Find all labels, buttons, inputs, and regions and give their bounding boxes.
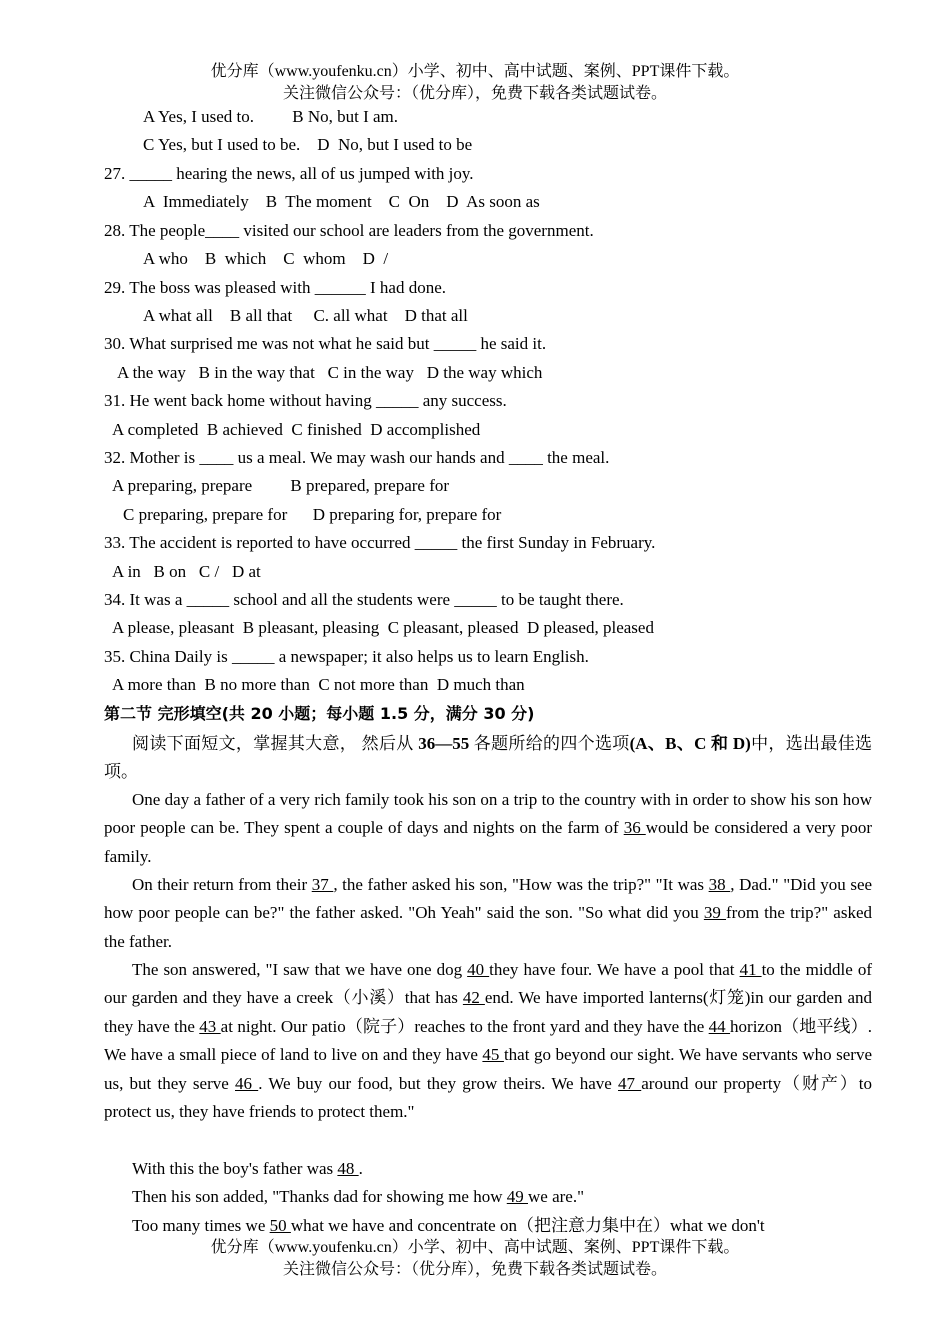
blank-48: 48: [337, 1159, 359, 1178]
passage-paragraph-1: One day a father of a very rich family took his son on a trip to the country with in order to show his son how poor people can be. They spent a couple of days and nights on the farm of 36 would be considered a very poor family.: [104, 790, 873, 866]
blank-41: 41: [739, 960, 762, 979]
blank-36: 36: [623, 818, 646, 838]
q35-stem: 35. China Daily is _____ a newspaper; it also helps us to learn English.: [104, 647, 589, 666]
blank-50: 50: [269, 1216, 291, 1235]
q27-stem: 27. _____ hearing the news, all of us jumped with joy.: [104, 164, 474, 183]
blank-38: 38: [708, 875, 731, 894]
passage-paragraph-2: On their return from their 37 , the father asked his son, "How was the trip?" "It was 38 , Dad." "Did you see how poor people can be?" the father asked. "Oh Yeah" said the son. "So what did you 39 from the trip?" asked the father.: [104, 875, 873, 951]
q28-stem: 28. The people____ visited our school are leaders from the government.: [104, 221, 594, 240]
blank-49: 49: [506, 1187, 528, 1206]
blank-44: 44: [708, 1016, 731, 1036]
q31-options: A completed B achieved C finished D accomplished: [112, 420, 481, 439]
q29-options: A what all B all that C. all what D that all: [143, 306, 468, 325]
q28-options: A who B which C whom D /: [143, 249, 389, 268]
footer-line-1: 优分库（www.youfenku.cn）小学、初中、高中试题、案例、PPT课件下载。: [210, 1239, 740, 1256]
blank-40: 40: [467, 960, 490, 979]
passage-paragraph-3: The son answered, "I saw that we have one dog 40 they have four. We have a pool that 41 to the middle of our garden and they have a creek（小溪）that has 42 end. We have imported lanterns(灯笼)in our garden and they have the 43 at night. Our patio（院子）reaches to the front yard and they have the 44 horizon（地平线）. We have a small piece of land to live on and they have 45 that go beyond our sight. We have servants who serve us, but they serve 46 . We buy our food, but they grow theirs. We have 47 around our property（财产）to protect us, they have friends to protect them.": [104, 960, 873, 1122]
q34-options: A please, pleasant B pleasant, pleasing C pleasant, pleased D pleased, pleased: [112, 618, 654, 637]
q32-options-1: A preparing, prepare B prepared, prepare for: [112, 476, 450, 495]
blank-39: 39: [703, 903, 726, 923]
section-2-title: 第二节 完形填空(共 20 小题；每小题 1.5 分，满分 30 分): [104, 704, 535, 723]
blank-47: 47: [618, 1073, 642, 1093]
blank-37: 37: [311, 875, 334, 894]
passage-paragraph-6: Too many times we 50 what we have and concentrate on（把注意力集中在）what we don't: [132, 1216, 765, 1235]
header-line-2: 关注微信公众号：（优分库），免费下载各类试题试卷。: [282, 85, 667, 102]
q30-options: A the way B in the way that C in the way D the way which: [117, 363, 543, 382]
passage-paragraph-4: With this the boy's father was 48 .: [132, 1159, 363, 1178]
footer-line-2: 关注微信公众号：（优分库），免费下载各类试题试卷。: [282, 1261, 667, 1278]
passage-paragraph-5: Then his son added, "Thanks dad for showing me how 49 we are.": [132, 1187, 585, 1206]
q34-stem: 34. It was a _____ school and all the students were _____ to be taught there.: [104, 590, 624, 609]
q33-options: A in B on C / D at: [112, 562, 261, 581]
q32-options-2: C preparing, prepare for D preparing for, prepare for: [123, 505, 502, 524]
q29-stem: 29. The boss was pleased with ______ I had done.: [104, 278, 446, 297]
q31-stem: 31. He went back home without having _____ any success.: [104, 391, 507, 410]
q33-stem: 33. The accident is reported to have occurred _____ the first Sunday in February.: [104, 533, 656, 552]
q26-options-1: A Yes, I used to. B No, but I am.: [143, 107, 399, 126]
q32-stem: 32. Mother is ____ us a meal. We may wash our hands and ____ the meal.: [104, 448, 610, 467]
q26-options-2: C Yes, but I used to be. D No, but I used to be: [143, 135, 473, 154]
header-line-1: 优分库（www.youfenku.cn）小学、初中、高中试题、案例、PPT课件下载。: [210, 63, 740, 80]
q30-stem: 30. What surprised me was not what he said but _____ he said it.: [104, 334, 547, 353]
q27-options: A Immediately B The moment C On D As soon as: [143, 192, 540, 211]
blank-42: 42: [462, 988, 485, 1008]
blank-43: 43: [199, 1016, 221, 1036]
blank-45: 45: [482, 1045, 504, 1065]
blank-46: 46: [235, 1073, 259, 1093]
section-2-instructions: 阅读下面短文，掌握其大意， 然后从 36—55 各题所给的四个选项(A、B、C 和 D)中，选出最佳选项。: [104, 734, 873, 782]
q35-options: A more than B no more than C not more than D much than: [112, 675, 525, 694]
